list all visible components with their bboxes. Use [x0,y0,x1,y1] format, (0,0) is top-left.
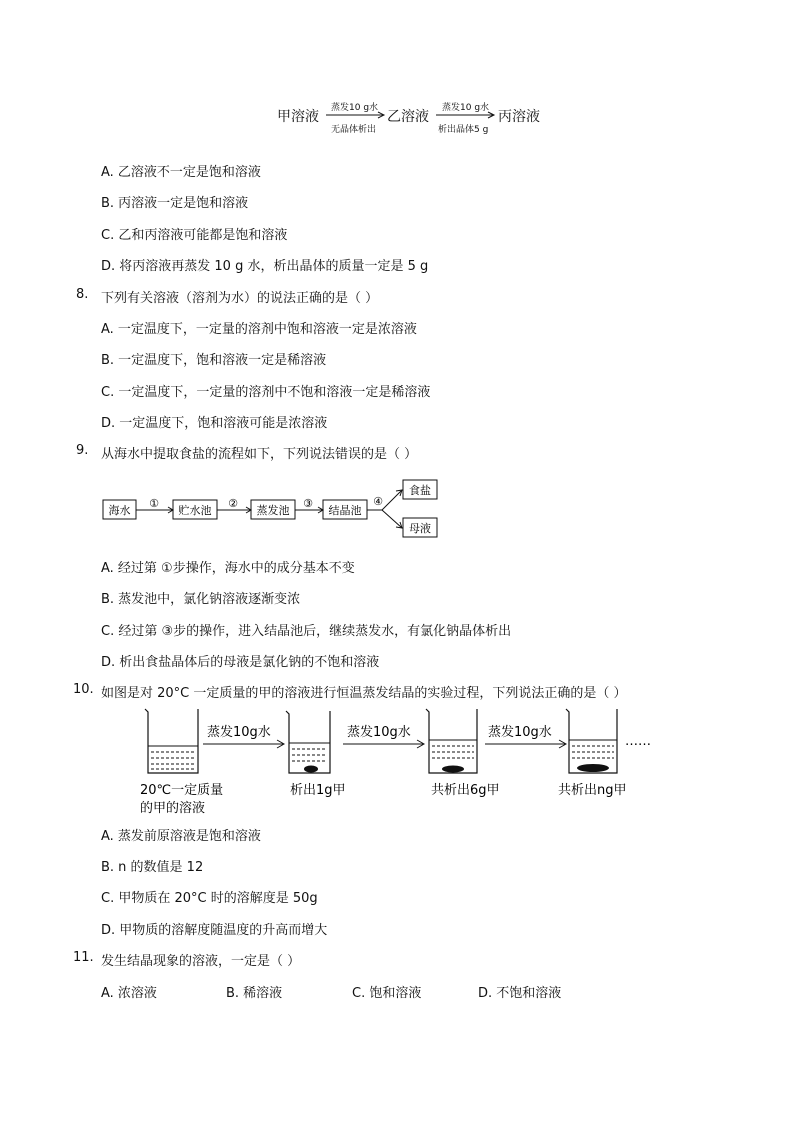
q8-number: 8. [76,287,89,302]
beaker-3 [426,709,477,773]
q7-option-c: C. 乙和丙溶液可能都是饱和溶液 [101,228,288,243]
q11-option-d: D. 不饱和溶液 [478,986,562,1001]
q7-option-a: A. 乙溶液不一定是饱和溶液 [101,165,261,180]
q8-option-b: B. 一定温度下，饱和溶液一定是稀溶液 [101,353,327,368]
caption-1-line-1: 20℃一定质量 [140,783,224,798]
crystal-deposit [577,764,609,772]
q11-option-b: B. 稀溶液 [226,986,283,1001]
solution-a: 甲溶液 [277,109,319,125]
flow-box-label: 贮水池 [178,504,212,517]
arrow1 [325,110,387,120]
caption-2: 析出1g甲 [290,783,346,798]
evaporate-label: 蒸发10g水 [207,725,271,740]
beaker-4 [566,709,617,773]
q9-option-c: C. 经过第 ③步的操作，进入结晶池后，继续蒸发水，有氯化钠晶体析出 [101,624,512,639]
q9-flow-diagram [100,474,445,542]
solution-c: 丙溶液 [498,109,540,125]
q10-option-c: C. 甲物质在 20°C 时的溶解度是 50g [101,891,318,906]
flow-step-label: ① [149,497,159,510]
evaporate-label: 蒸发10g水 [488,725,552,740]
q10-option-d: D. 甲物质的溶解度随温度的升高而增大 [101,923,328,938]
arrow2-bottom-label: 析出晶体5 g [438,125,489,135]
q11-option-c: C. 饱和溶液 [352,986,422,1001]
solution-b: 乙溶液 [387,109,429,125]
caption-3: 共析出6g甲 [431,783,500,798]
q9-option-b: B. 蒸发池中，氯化钠溶液逐渐变浓 [101,592,301,607]
crystal-deposit [304,766,318,773]
q9-stem: 从海水中提取食盐的流程如下，下列说法错误的是（ ） [101,447,418,462]
q11-stem: 发生结晶现象的溶液，一定是（ ） [101,954,301,969]
flow-output-label: 母液 [409,522,431,535]
q10-beaker-figure [135,703,665,818]
arrow2-top-label: 蒸发10 g水 [442,103,490,113]
flow-step-label: ③ [303,497,313,510]
q10-option-b: B. n 的数值是 12 [101,860,204,875]
flow-box-label: 结晶池 [328,504,362,517]
q8-option-c: C. 一定温度下，一定量的溶剂中不饱和溶液一定是稀溶液 [101,385,431,400]
q9-option-a: A. 经过第 ①步操作，海水中的成分基本不变 [101,561,355,576]
arrow2 [435,110,497,120]
q10-stem: 如图是对 20°C 一定质量的甲的溶液进行恒温蒸发结晶的实验过程，下列说法正确的是（ ） [101,686,627,701]
q9-number: 9. [76,443,89,458]
q9-option-d: D. 析出食盐晶体后的母液是氯化钠的不饱和溶液 [101,655,380,670]
q8-option-a: A. 一定温度下，一定量的溶剂中饱和溶液一定是浓溶液 [101,322,417,337]
q7-option-d: D. 将丙溶液再蒸发 10 g 水，析出晶体的质量一定是 5 g [101,259,429,274]
beaker-2 [286,711,330,773]
arrow1-top-label: 蒸发10 g水 [331,103,379,113]
caption-1-line-2: 的甲的溶液 [140,801,206,816]
ellipsis: …… [625,734,651,749]
crystal-deposit [442,766,464,773]
flow-box-label: 蒸发池 [256,504,290,517]
q11-number: 11. [73,950,94,965]
q7-diagram [270,98,560,138]
q8-option-d: D. 一定温度下，饱和溶液可能是浓溶液 [101,416,328,431]
q10-number: 10. [73,682,94,697]
q10-option-a: A. 蒸发前原溶液是饱和溶液 [101,829,261,844]
beaker-1 [145,709,198,773]
caption-4: 共析出ng甲 [558,783,627,798]
evaporate-label: 蒸发10g水 [347,725,411,740]
flow-box-label: 海水 [108,504,131,517]
q8-stem: 下列有关溶液（溶剂为水）的说法正确的是（ ） [101,291,379,306]
arrow1-bottom-label: 无晶体析出 [331,125,377,135]
flow-step-label: ④ [373,495,383,508]
flow-output-label: 食盐 [409,484,431,497]
q7-option-b: B. 丙溶液一定是饱和溶液 [101,196,249,211]
q11-option-a: A. 浓溶液 [101,986,157,1001]
flow-step-label: ② [228,497,238,510]
